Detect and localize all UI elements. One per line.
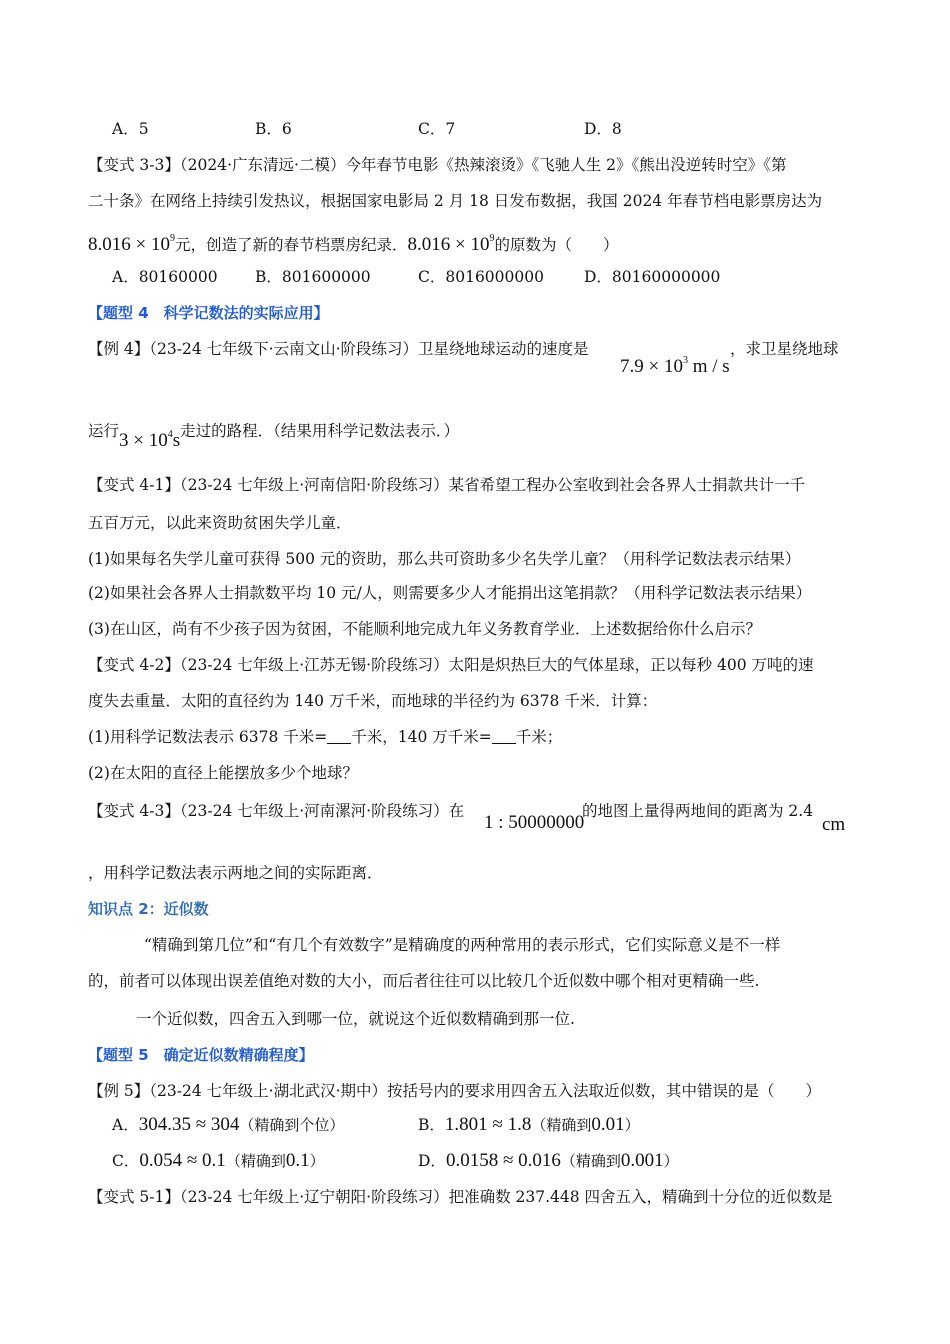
- ex5-option-d: D．0.0158 ≈ 0.016（精确到0.001）: [418, 1150, 679, 1171]
- v4-2-line1: 【变式 4-2】（23-24 七年级上·江苏无锡·阶段练习）太阳是炽热巨大的气体星球，正以每秒 400 万吨的速: [88, 656, 814, 674]
- v3-3-math1: $8.016 \times 10^9$: [88, 233, 175, 255]
- v4-3-scale-math: 1 : 50000000: [484, 812, 585, 833]
- v4-3-line2: ，用科学记数法表示两地之间的实际距离．: [88, 864, 383, 882]
- v4-2-line2: 度失去重量．太阳的直径约为 140 万千米，而地球的半径约为 6378 千米．计算：: [88, 692, 658, 710]
- v4-3-line1: 【变式 4-3】（23-24 七年级上·河南漯河·阶段练习）在: [88, 802, 465, 820]
- v5-1-line1: 【变式 5-1】（23-24 七年级上·辽宁朝阳·阶段练习）把准确数 237.448 四舍五入，精确到十分位的近似数是: [88, 1188, 833, 1206]
- kp2-para1-line1: “精确到第几位”和“有几个有效数字”是精确度的两种常用的表示形式，它们实际意义是不一样: [144, 936, 781, 954]
- knowledge-point-heading: 知识点 2：近似数: [88, 900, 209, 918]
- v3-3-line2: 二十条》在网络上持续引发热议，根据国家电影局 2 月 18 日发布数据，我国 2024 年春节档电影票房达为: [88, 192, 823, 210]
- option-c: C．7: [418, 120, 456, 138]
- v4-3-unit: cm: [822, 814, 846, 835]
- type4-heading: 【题型 4 科学记数法的实际应用】: [88, 304, 329, 322]
- answer-blank[interactable]: [327, 729, 351, 744]
- v4-1-line2: 五百万元，以此来资助贫困失学儿童．: [88, 514, 352, 532]
- kp2-para1-line2: 的，前者可以体现出误差值绝对数的大小，而后者往往可以比较几个近似数中哪个相对更精确一些.: [88, 972, 760, 990]
- v4-2-q1: (1)用科学记数法表示 6378 千米= 千米，140 万千米= 千米；: [88, 728, 563, 746]
- v3-3-line3: $8.016 \times 10^9$元，创造了新的春节档票房纪录．$8.016 \times 10^9$的原数为（ ）: [88, 233, 619, 255]
- v4-1-line1: 【变式 4-1】（23-24 七年级上·河南信阳·阶段练习）某省希望工程办公室收到社会各界人士捐款共计一千: [88, 476, 806, 494]
- type5-heading: 【题型 5 确定近似数精确程度】: [88, 1046, 314, 1064]
- answer-blank[interactable]: [492, 729, 516, 744]
- v3-3-option-a: A．80160000: [112, 268, 218, 286]
- kp2-para2: 一个近似数，四舍五入到哪一位，就说这个近似数精确到那一位.: [136, 1010, 575, 1028]
- ex5-option-c: C．0.054 ≈ 0.1（精确到0.1）: [112, 1150, 325, 1171]
- option-b: B．6: [255, 120, 292, 138]
- v3-3-math2: $8.016 \times 10^9$: [407, 233, 495, 255]
- ex4-line1: 【例 4】（23-24 七年级下·云南文山·阶段练习）卫星绕地球运动的速度是: [88, 340, 589, 358]
- v3-3-option-c: C．8016000000: [418, 268, 544, 286]
- ex5-question: 【例 5】（23-24 七年级上·湖北武汉·期中）按括号内的要求用四舍五入法取近似数，其中错误的是（ ）: [88, 1082, 822, 1100]
- v4-3-line1-end: 的地图上量得两地间的距离为 2.4: [582, 802, 814, 820]
- ex4-time-math: $3 \times 10^4s$: [119, 429, 181, 451]
- v4-1-q3: (3)在山区，尚有不少孩子因为贫困，不能顺利地完成九年义务教育学业．上述数据给你什么启示？: [88, 620, 761, 638]
- v4-1-q1: (1)如果每名失学儿童可获得 500 元的资助，那么共可资助多少名失学儿童？（用科学记数法表示结果）: [88, 550, 801, 568]
- ex5-option-b: B．1.801 ≈ 1.8（精确到0.01）: [418, 1114, 640, 1135]
- ex4-velocity-math: $7.9 \times 10^3$ m / s: [620, 355, 730, 377]
- ex5-option-a: A．304.35 ≈ 304（精确到个位）: [112, 1114, 345, 1135]
- ex4-line2: 运行$3 \times 10^4s$走过的路程．（结果用科学记数法表示．）: [88, 422, 460, 451]
- v4-1-q2: (2)如果社会各界人士捐款数平均 10 元/人，则需要多少人才能捐出这笔捐款？（用科学记数法表示结果）: [88, 584, 812, 602]
- option-d: D．8: [584, 120, 622, 138]
- option-a: A．5: [112, 120, 149, 138]
- ex4-line1-end: ，求卫星绕地球: [730, 340, 839, 358]
- v4-2-q2: (2)在太阳的直径上能摆放多少个地球？: [88, 764, 358, 782]
- v3-3-option-d: D．80160000000: [584, 268, 721, 286]
- v3-3-line1: 【变式 3-3】（2024·广东清远·二模）今年春节电影《热辣滚烫》《飞驰人生 2》《熊出没逆转时空》《第: [88, 156, 787, 174]
- v3-3-option-b: B．801600000: [255, 268, 371, 286]
